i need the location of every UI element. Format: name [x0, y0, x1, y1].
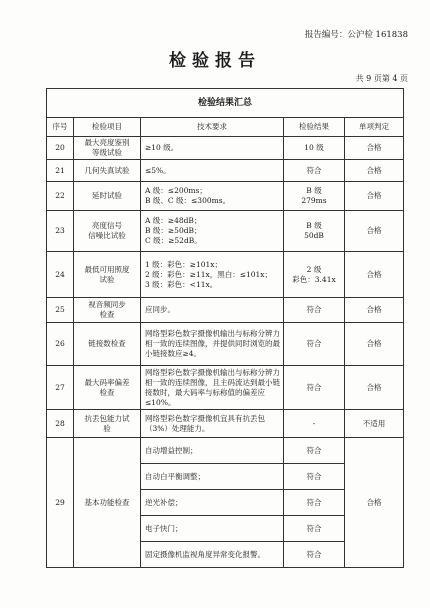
- row-number: 21: [47, 160, 74, 182]
- row-requirement: 应同步。: [141, 298, 284, 323]
- row-number: 24: [47, 252, 74, 298]
- table-row: [47, 366, 404, 410]
- col-header-verdict: 单项判定: [345, 118, 404, 137]
- col-header-no: 序号: [47, 118, 74, 137]
- row-result: 2 级 彩色：3.41x: [284, 252, 345, 298]
- row-verdict: 合格: [345, 160, 404, 182]
- row-verdict: 合格: [345, 182, 404, 211]
- col-header-requirement: 技术要求: [141, 118, 284, 137]
- row-requirement: 网络型彩色数字摄像机宜具有抗丢包（3%）处理能力。: [141, 410, 284, 438]
- page-info: 共 9 页第 4 页: [355, 74, 408, 83]
- row-number: 25: [47, 298, 74, 323]
- row-item: 抗丢包能力试 验: [74, 410, 141, 438]
- table-row: [47, 137, 404, 160]
- table-row: [47, 438, 404, 464]
- row-result: 符合: [284, 298, 345, 323]
- row-result: -: [284, 410, 345, 438]
- table-row: [47, 323, 404, 366]
- row-item: 链接数检查: [74, 323, 141, 366]
- row-requirement: 自动白平衡调整；: [141, 464, 284, 490]
- row-item: 亮度信号 信噪比试验: [74, 211, 141, 252]
- row-item: 延时试验: [74, 182, 141, 211]
- row-result: 符合: [284, 323, 345, 366]
- row-verdict: 合格: [345, 438, 404, 568]
- row-number: 22: [47, 182, 74, 211]
- table-row: [47, 182, 404, 211]
- row-result: 符合: [284, 464, 345, 490]
- row-result: B 级 50dB: [284, 211, 345, 252]
- table-row: [47, 160, 404, 182]
- row-result: 10 级: [284, 137, 345, 160]
- row-requirement: 自动增益控制；: [141, 438, 284, 464]
- row-requirement: 固定摄像机监视角度异常变化报警。: [141, 542, 284, 568]
- table-row: [47, 211, 404, 252]
- report-number: 报告编号：公沪检 161838: [304, 30, 408, 40]
- col-header-item: 检验项目: [74, 118, 141, 137]
- row-item: 几何失真试验: [74, 160, 141, 182]
- results-table: [46, 88, 404, 568]
- row-requirement: 网络型彩色数字摄像机输出与标称分辨力相一致的连续图像，且主码流达到最小链接数时，最大码率与标称值的偏差应≤10%。: [141, 366, 284, 410]
- row-result: 符合: [284, 160, 345, 182]
- row-item: 视音频同步 检查: [74, 298, 141, 323]
- row-number: 23: [47, 211, 74, 252]
- row-result: 符合: [284, 490, 345, 516]
- row-result: 符合: [284, 516, 345, 542]
- row-verdict: 合格: [345, 298, 404, 323]
- header-row: [47, 118, 404, 137]
- row-verdict: 合格: [345, 137, 404, 160]
- row-requirement: ≥10 级。: [141, 137, 284, 160]
- table-row: [47, 410, 404, 438]
- table-row: [47, 298, 404, 323]
- row-requirement: 1 级：彩色：≥101x； 2 级：彩色：≥11x，黑白：≤101x； 3 级：彩色：<11x。: [141, 252, 284, 298]
- row-requirement: A 级：≥48dB； B 级：≥50dB； C 级：≥52dB。: [141, 211, 284, 252]
- row-requirement: A 级：≤200ms； B 级、C 级：≤300ms。: [141, 182, 284, 211]
- row-result: B 级 279ms: [284, 182, 345, 211]
- row-number: 28: [47, 410, 74, 438]
- row-verdict: 不适用: [345, 410, 404, 438]
- row-item: 最低可用照度 试验: [74, 252, 141, 298]
- table-row: [47, 252, 404, 298]
- row-requirement: 电子快门；: [141, 516, 284, 542]
- row-requirement: ≤5%。: [141, 160, 284, 182]
- row-result: 符合: [284, 366, 345, 410]
- row-number: 27: [47, 366, 74, 410]
- summary-title: 检验结果汇总: [47, 89, 404, 118]
- row-number: 26: [47, 323, 74, 366]
- row-verdict: 合格: [345, 252, 404, 298]
- row-verdict: 合格: [345, 366, 404, 410]
- row-requirement: 逆光补偿；: [141, 490, 284, 516]
- row-number: 20: [47, 137, 74, 160]
- row-verdict: 合格: [345, 211, 404, 252]
- col-header-result: 检验结果: [284, 118, 345, 137]
- row-item: 基本功能检查: [74, 438, 141, 568]
- row-result: 符合: [284, 542, 345, 568]
- row-verdict: 合格: [345, 323, 404, 366]
- row-item: 最大码率偏差 检查: [74, 366, 141, 410]
- row-number: 29: [47, 438, 74, 568]
- row-result: 符合: [284, 438, 345, 464]
- row-item: 最大亮度鉴别 等级试验: [74, 137, 141, 160]
- row-requirement: 网络型彩色数字摄像机输出与标称分辨力相一致的连续图像，并提供同时浏览的最小链接数应≥4。: [141, 323, 284, 366]
- page-title: 检验报告: [169, 51, 261, 71]
